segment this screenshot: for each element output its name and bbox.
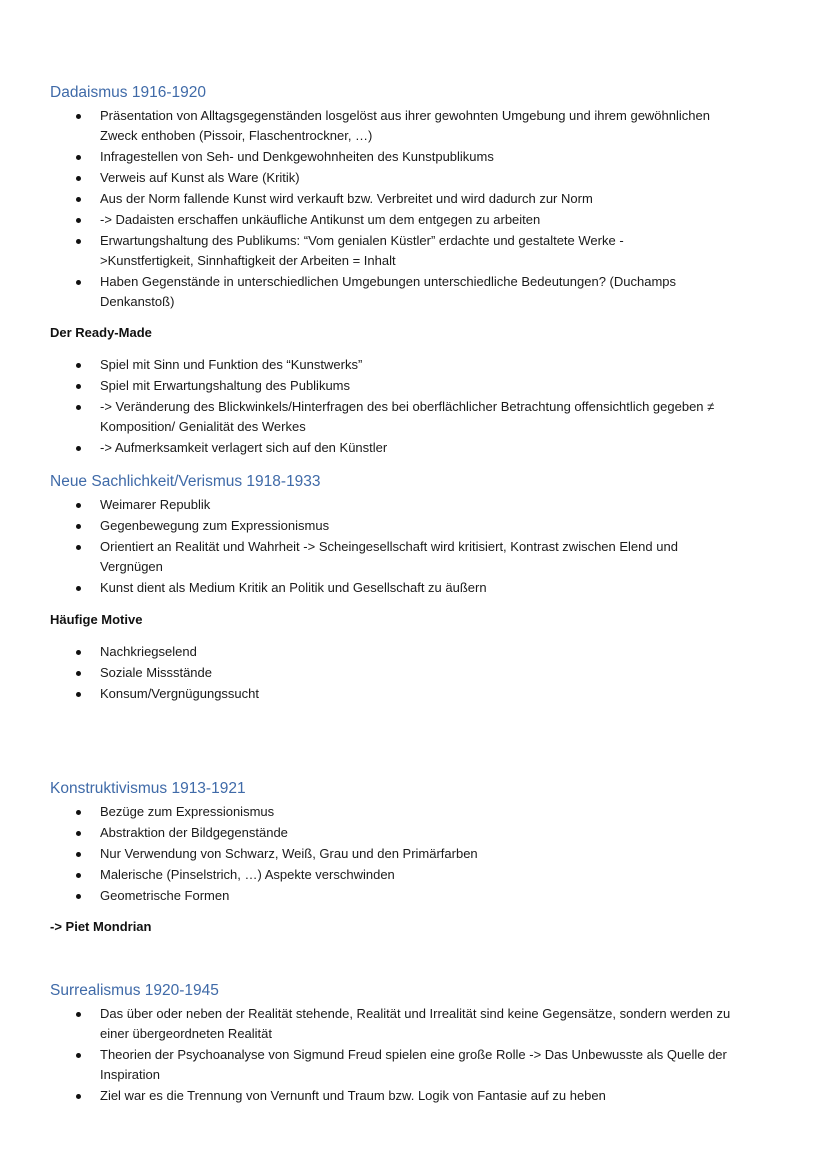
section-heading-neue-sachlichkeit: Neue Sachlichkeit/Verismus 1918-1933 xyxy=(50,473,321,490)
bullet-icon xyxy=(76,218,81,223)
bullet-icon xyxy=(76,873,81,878)
list-item-text: Spiel mit Sinn und Funktion des “Kunstwerks” xyxy=(100,357,363,372)
subheading-haeufige-motive: Häufige Motive xyxy=(50,612,143,627)
bullet-icon xyxy=(76,114,81,119)
list-item-text: Zweck enthoben (Pissoir, Flaschentrockner, …) xyxy=(100,128,373,143)
bullet-icon xyxy=(76,524,81,529)
list-item-text: Bezüge zum Expressionismus xyxy=(100,804,275,819)
list-item-text: Erwartungshaltung des Publikums: “Vom genialen Küstler” erdachte und gestaltete Werke - xyxy=(100,233,624,248)
bullet-icon xyxy=(76,545,81,550)
bullet-icon xyxy=(76,384,81,389)
list-item-text: -> Dadaisten erschaffen unkäufliche Antikunst um dem entgegen zu arbeiten xyxy=(100,212,541,227)
list-item-text: einer übergeordneten Realität xyxy=(100,1026,273,1041)
bullet-icon xyxy=(76,176,81,181)
list-item-text: Verweis auf Kunst als Ware (Kritik) xyxy=(100,170,300,185)
list-item-text: -> Veränderung des Blickwinkels/Hinterfragen des bei oberflächlicher Betrachtung offensichtlich gegeben ≠ xyxy=(100,399,715,414)
bullet-icon xyxy=(76,671,81,676)
list-item-text: Konsum/Vergnügungssucht xyxy=(100,686,259,701)
bullet-icon xyxy=(76,503,81,508)
list-item-text: Orientiert an Realität und Wahrheit -> Scheingesellschaft wird kritisiert, Kontrast zwischen Elend und xyxy=(100,539,678,554)
bullet-icon xyxy=(76,692,81,697)
bullet-icon xyxy=(76,446,81,451)
list-item-text: Denkanstoß) xyxy=(100,294,175,309)
bullet-icon xyxy=(76,1012,81,1017)
bullet-icon xyxy=(76,852,81,857)
section-heading-dadaismus: Dadaismus 1916-1920 xyxy=(50,84,206,101)
bullet-icon xyxy=(76,831,81,836)
list-item-text: Gegenbewegung zum Expressionismus xyxy=(100,518,330,533)
section-heading-surrealismus: Surrealismus 1920-1945 xyxy=(50,982,219,999)
bullet-icon xyxy=(76,1053,81,1058)
bullet-icon xyxy=(76,197,81,202)
list-item-text: Weimarer Republik xyxy=(100,497,211,512)
list-item-text: Theorien der Psychoanalyse von Sigmund Freud spielen eine große Rolle -> Das Unbewusste als Quelle der xyxy=(100,1047,727,1062)
list-item-text: Kunst dient als Medium Kritik an Politik und Gesellschaft zu äußern xyxy=(100,580,487,595)
bullet-icon xyxy=(76,363,81,368)
bullet-icon xyxy=(76,239,81,244)
subheading-piet-mondrian: -> Piet Mondrian xyxy=(50,919,152,934)
bullet-icon xyxy=(76,586,81,591)
bullet-icon xyxy=(76,405,81,410)
bullet-icon xyxy=(76,1094,81,1099)
list-item-text: Spiel mit Erwartungshaltung des Publikums xyxy=(100,378,351,393)
list-item-text: Komposition/ Genialität des Werkes xyxy=(100,419,306,434)
list-item-text: Aus der Norm fallende Kunst wird verkauft bzw. Verbreitet und wird dadurch zur Norm xyxy=(100,191,593,206)
list-item-text: -> Aufmerksamkeit verlagert sich auf den Künstler xyxy=(100,440,388,455)
section-heading-konstruktivismus: Konstruktivismus 1913-1921 xyxy=(50,780,246,797)
list-item-text: Soziale Missstände xyxy=(100,665,212,680)
list-item-text: Infragestellen von Seh- und Denkgewohnheiten des Kunstpublikums xyxy=(100,149,494,164)
list-item-text: Vergnügen xyxy=(100,559,163,574)
list-item-text: Das über oder neben der Realität stehende, Realität und Irrealität sind keine Gegensätze, sondern werden zu xyxy=(100,1006,731,1021)
bullet-icon xyxy=(76,155,81,160)
list-item-text: >Kunstfertigkeit, Sinnhaftigkeit der Arbeiten = Inhalt xyxy=(100,253,396,268)
list-item-text: Nachkriegselend xyxy=(100,644,197,659)
list-item-text: Nur Verwendung von Schwarz, Weiß, Grau und den Primärfarben xyxy=(100,846,478,861)
bullet-icon xyxy=(76,894,81,899)
list-item-text: Ziel war es die Trennung von Vernunft und Traum bzw. Logik von Fantasie auf zu heben xyxy=(100,1088,606,1103)
list-item-text: Präsentation von Alltagsgegenständen losgelöst aus ihrer gewohnten Umgebung und ihrem gewöhnlichen xyxy=(100,108,710,123)
list-item-text: Geometrische Formen xyxy=(100,888,230,903)
subheading-ready-made: Der Ready-Made xyxy=(50,325,152,340)
list-item-text: Haben Gegenstände in unterschiedlichen Umgebungen unterschiedliche Bedeutungen? (Duchamps xyxy=(100,274,676,289)
list-item-text: Inspiration xyxy=(100,1067,160,1082)
list-item-text: Malerische (Pinselstrich, …) Aspekte verschwinden xyxy=(100,867,395,882)
bullet-icon xyxy=(76,280,81,285)
bullet-icon xyxy=(76,810,81,815)
list-item-text: Abstraktion der Bildgegenstände xyxy=(100,825,288,840)
bullet-icon xyxy=(76,650,81,655)
